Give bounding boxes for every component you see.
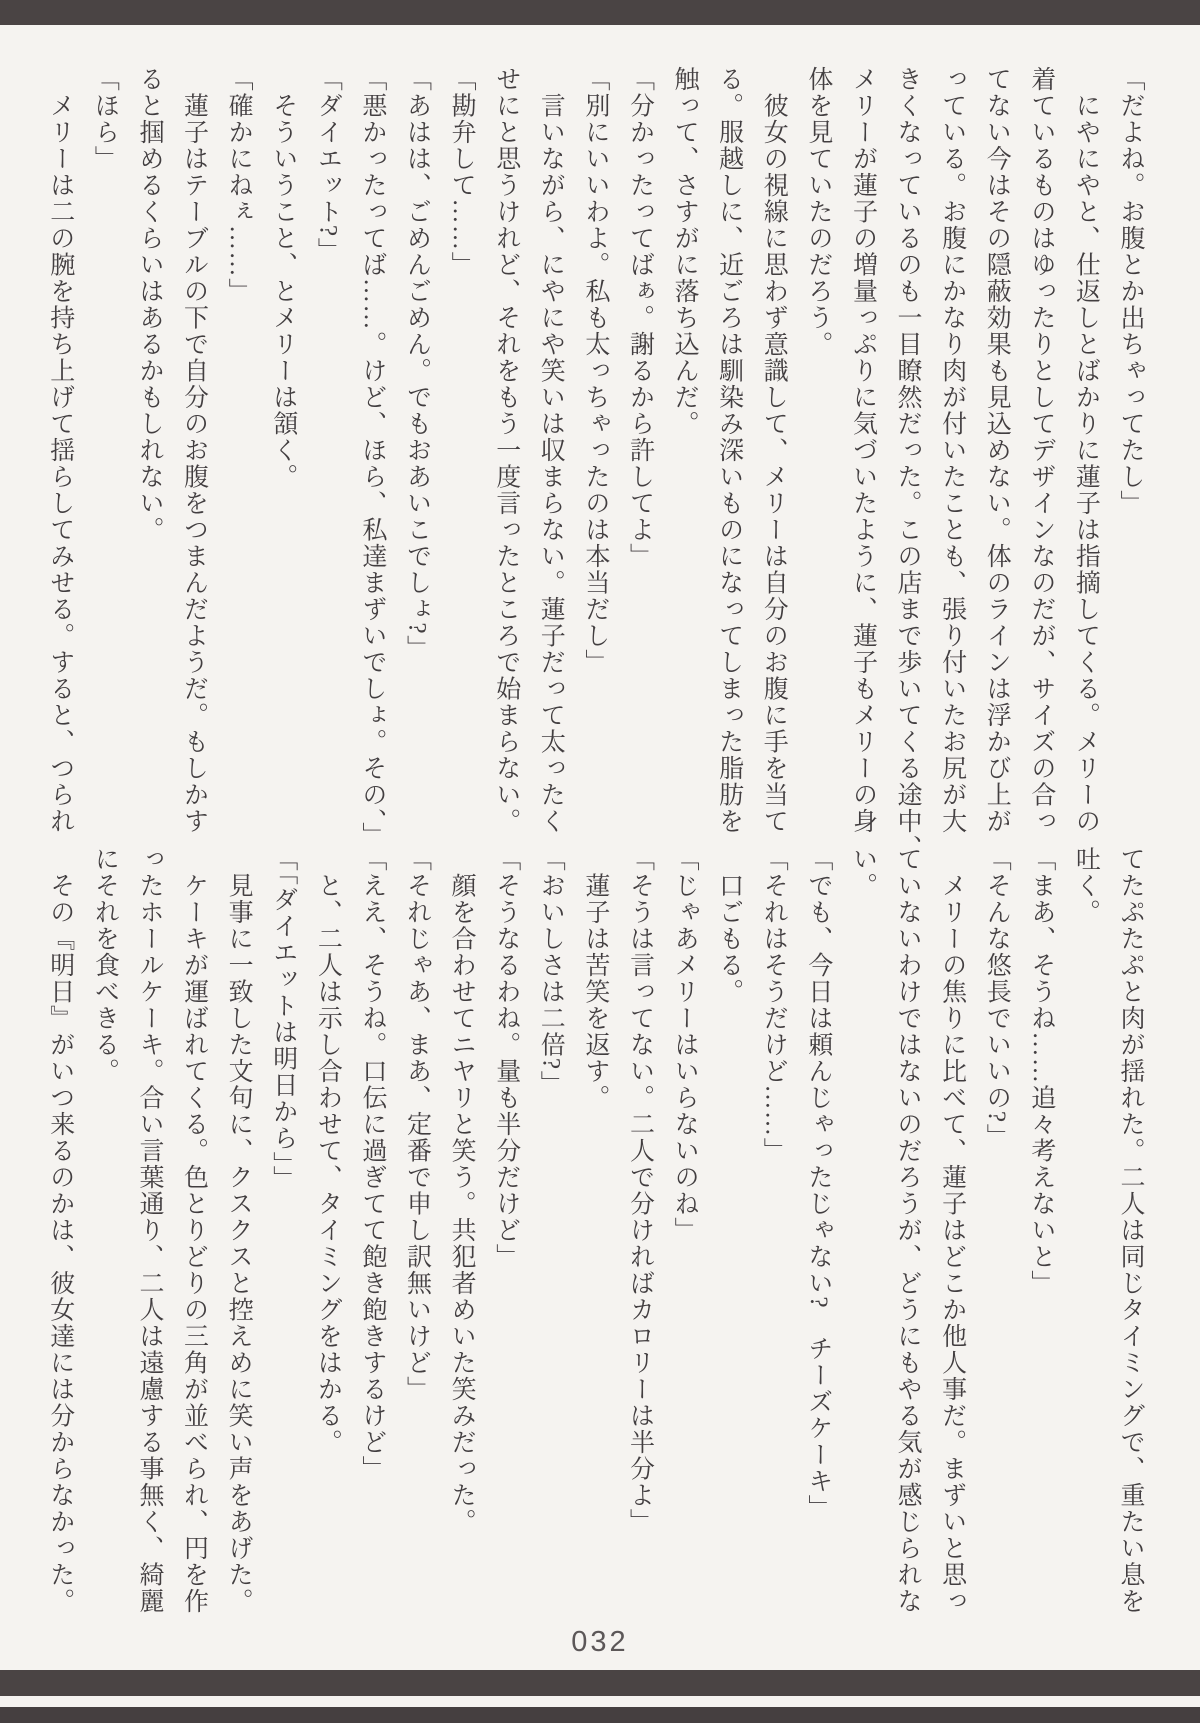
text-tier-upper	[37, 66, 1152, 861]
text-line: 「勘弁して……」	[448, 66, 476, 278]
text-line: る。服越しに、近ごろは馴染み深いものになってしまった脂肪を	[715, 66, 743, 835]
text-line: 蓮子はテーブルの下で自分のお腹をつまんだようだ。もしかす	[180, 66, 208, 835]
text-tier-lower	[37, 846, 1152, 1615]
text-line: 「それはそうだけど……」	[760, 846, 788, 1164]
text-line: 「それじゃあ、まあ、定番で申し訳無いけど」	[403, 846, 431, 1403]
text-line: 「ええ、そうね。口伝に過ぎてて飽き飽きするけど」	[358, 846, 386, 1482]
text-line: 着ているものはゆったりとしてデザインなのだが、サイズの合っ	[1027, 66, 1055, 835]
text-line: にやにやと、仕返しとばかりに蓮子は指摘してくる。メリーの	[1072, 66, 1100, 835]
text-line: 言いながら、にやにや笑いは収まらない。蓮子だって太ったく	[537, 66, 565, 835]
text-line: 「そうなるわね。量も半分だけど」	[492, 846, 520, 1270]
text-line: メリーは二の腕を持ち上げて揺らしてみせる。すると、つられ	[46, 66, 74, 835]
text-line: 「悪かったってば……。けど、ほら、私達まずいでしょ。その、」	[358, 66, 386, 849]
text-line: 「だよね。お腹とか出ちゃってたし」	[1117, 66, 1144, 517]
page-edge-bar-bottom	[0, 1707, 1200, 1723]
text-line: 体を見ていたのだろう。	[804, 66, 832, 358]
text-line: ていないわけではないのだろうが、どうにもやる気が感じられな	[894, 846, 922, 1615]
text-line: 口ごもる。	[715, 846, 743, 1005]
text-line: そういうこと、とメリーは頷く。	[269, 66, 297, 490]
text-line: 「そうは言ってない。二人で分ければカロリーは半分よ」	[626, 846, 654, 1535]
text-line: 「「ダイエットは明日から」」	[269, 846, 297, 1192]
text-line: てない今はその隠蔽効果も見込めない。体のラインは浮かび上が	[983, 66, 1011, 835]
text-line: きくなっているのも一目瞭然だった。この店まで歩いてくる途中、	[894, 66, 922, 861]
text-line: っている。お腹にかなり肉が付いたことも、張り付いたお尻が大	[938, 66, 966, 835]
text-line: 「ほら」	[91, 66, 119, 172]
text-line: メリーが蓮子の増量っぷりに気づいたように、蓮子もメリーの身	[849, 66, 877, 835]
text-line: 彼女の視線に思わず意識して、メリーは自分のお腹に手を当て	[760, 66, 788, 835]
text-line: 「まあ、そうね……追々考えないと」	[1027, 846, 1055, 1297]
text-line: 吐く。	[1072, 846, 1100, 926]
page-edge-bar-top	[0, 0, 1200, 25]
text-line: 「あはは、ごめんごめん。でもおあいこでしょ?」	[403, 66, 431, 662]
text-line: せにと思うけれど、それをもう一度言ったところで始まらない。	[492, 66, 520, 835]
text-line: その『明日』がいつ来るのかは、彼女達には分からなかった。	[46, 846, 74, 1615]
page-edge-bar-lower	[0, 1670, 1200, 1696]
text-line: 「おいしさは二倍?」	[537, 846, 565, 1098]
text-line: ったホールケーキ。合い言葉通り、二人は遠慮する事無く、綺麗	[135, 846, 163, 1615]
text-line: 顔を合わせてニヤリと笑う。共犯者めいた笑みだった。	[448, 846, 476, 1535]
text-line: 「確かにねぇ……」	[225, 66, 253, 305]
text-line: 「じゃあメリーはいらないのね」	[671, 846, 699, 1244]
text-line: ると掴めるくらいはあるかもしれない。	[135, 66, 163, 543]
text-line: ケーキが運ばれてくる。色とりどりの三角が並べられ、円を作	[180, 846, 208, 1615]
text-line: にそれを食べきる。	[91, 846, 119, 1085]
text-line: 「ダイエット?」	[314, 66, 342, 265]
text-line: 「分かったってばぁ。謝るから許してよ」	[626, 66, 654, 570]
text-line: 見事に一致した文句に、クスクスと控えめに笑い声をあげた。	[225, 846, 253, 1615]
text-line: 「でも、今日は頼んじゃったじゃない? チーズケーキ」	[804, 846, 832, 1522]
page-number: 032	[571, 1626, 629, 1658]
text-line: 「そんな悠長でいいの?」	[983, 846, 1011, 1151]
text-line: メリーの焦りに比べて、蓮子はどこか他人事だ。まずいと思っ	[938, 846, 966, 1615]
text-line: 触って、さすがに落ち込んだ。	[671, 66, 699, 437]
text-line: い。	[849, 846, 877, 899]
text-line: 蓮子は苦笑を返す。	[581, 846, 609, 1111]
text-line: と、二人は示し合わせて、タイミングをはかる。	[314, 846, 342, 1456]
text-line: 「別にいいわよ。私も太っちゃったのは本当だし」	[581, 66, 609, 676]
text-line: てたぷたぷと肉が揺れた。二人は同じタイミングで、重たい息を	[1117, 846, 1144, 1615]
